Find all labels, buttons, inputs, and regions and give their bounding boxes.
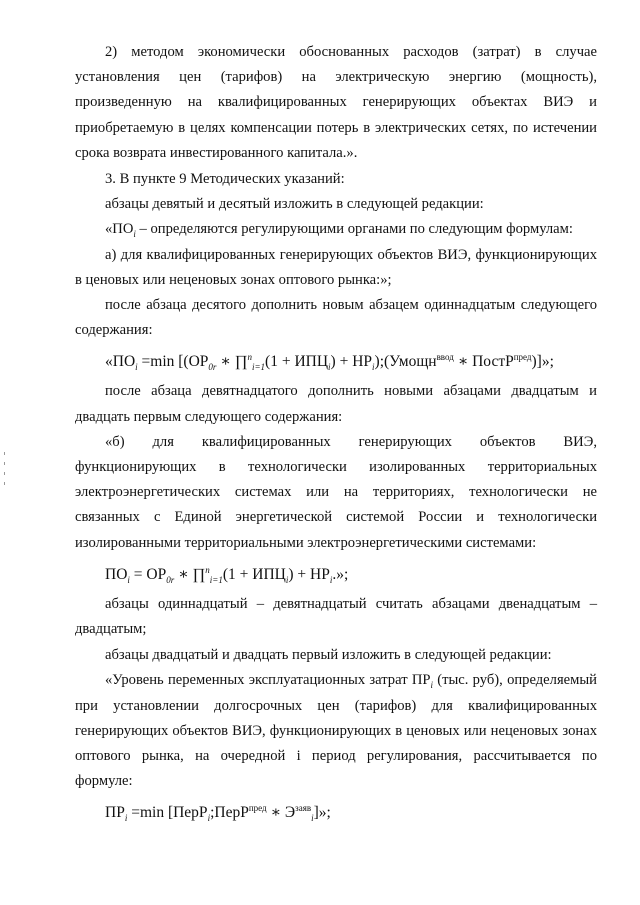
formula-subscript: i=1 <box>251 362 266 373</box>
paragraph-level-costs <box>75 668 597 794</box>
formula-2 <box>75 560 597 590</box>
paragraph-point-3 <box>75 167 597 192</box>
formula-text: ]»; <box>313 804 331 822</box>
formula-superscript: ввод <box>436 352 454 363</box>
paragraph-text: (тыс. руб), определяемый при установлении долгосрочных цен (тарифов) для квалифицированных генерирующих объектов ВИЭ, функционирующих в ценовых или неценовых зонах оптового рынка, на очередной i период регулирования, рассчитывается по формуле: <box>75 672 597 790</box>
formula-text: ∗ Э <box>266 804 296 822</box>
formula-text: (1 + ИПЦ <box>222 565 286 583</box>
paragraph-item-b <box>75 430 597 556</box>
paragraph-edit-20-21 <box>75 643 597 668</box>
formula-text: (1 + ИПЦ <box>265 353 329 371</box>
formula-superscript: n <box>205 564 210 575</box>
paragraph-item-a <box>75 243 597 293</box>
formula-text: «ПО <box>105 353 136 371</box>
formula-1 <box>75 347 597 377</box>
scan-mark <box>4 482 5 485</box>
scan-mark <box>4 452 5 455</box>
paragraph-po-definition <box>75 217 597 242</box>
formula-subscript: i <box>207 813 211 824</box>
formula-subscript: i=1 <box>209 574 223 585</box>
scan-mark <box>4 472 5 475</box>
formula-text: ) + НР <box>330 353 373 371</box>
paragraph-add-twentieth <box>75 379 597 429</box>
paragraph-text: 3. В пункте 9 Методических указаний: <box>105 171 345 188</box>
paragraph-add-eleventh <box>75 293 597 343</box>
formula-subscript: 0r <box>208 362 217 373</box>
formula-text: ) + НР <box>288 565 330 583</box>
formula-text: );(Умощн <box>374 353 437 371</box>
paragraph-text: после абзаца десятого дополнить новым абзацем одиннадцатым следующего содержания: <box>75 297 597 339</box>
po-symbol: «ПО <box>105 221 134 238</box>
po-subscript: i <box>133 229 136 240</box>
paragraph-text: «Уровень переменных эксплуатационных затрат ПР <box>105 672 431 689</box>
paragraph-text: 2) методом экономически обоснованных расходов (затрат) в случае установления цен (тарифов) на электрическую энергию (мощность), произведенную на квалифицированных генерирующих объектах ВИЭ и приобретаемую в целях компенсации потерь в электрических сетях, по истечении срока возврата инвестированного капитала.». <box>75 44 597 161</box>
formula-subscript: i <box>135 362 138 373</box>
paragraph-text: а) для квалифицированных генерирующих объектов ВИЭ, функционирующих в ценовых или неценовых зонах оптового рынка:»; <box>75 246 597 288</box>
formula-subscript: i <box>329 574 333 585</box>
formula-superscript: n <box>247 352 252 363</box>
formula-subscript: i <box>372 362 375 373</box>
paragraph-text: «б) для квалифицированных генерирующих объектов ВИЭ, функционирующих в технологически изолированных территориальных электроэнергетических системах или на территориях, технологически не связанных с Единой энергетической системой России и технологически изолированными территориальными электроэнергетическими системами: <box>75 433 597 551</box>
paragraph-item-2 <box>75 40 597 166</box>
formula-text: =min [(ОР <box>137 353 209 371</box>
pr-subscript: i <box>430 680 433 691</box>
formula-superscript: пред <box>248 803 267 814</box>
paragraph-text: абзацы девятый и десятый изложить в следующей редакции: <box>105 196 484 213</box>
paragraph-text: после абзаца девятнадцатого дополнить новыми абзацами двадцатым и двадцать первым следующего содержания: <box>75 383 597 425</box>
formula-superscript: заяв <box>295 803 312 814</box>
formula-subscript: i <box>328 362 331 373</box>
paragraph-abzatsy <box>75 192 597 217</box>
scan-edge-marks <box>4 452 6 492</box>
document-page <box>75 40 597 828</box>
formula-text: ПО <box>105 565 128 583</box>
paragraph-text: абзацы одиннадцатый – девятнадцатый считать абзацами двенадцатым – двадцатым; <box>75 595 597 638</box>
formula-subscript: 0r <box>166 574 175 585</box>
formula-text: ∗ ∏ <box>216 353 248 371</box>
formula-3 <box>75 798 597 828</box>
formula-text: = ОР <box>129 565 167 583</box>
formula-subscript: i <box>127 574 130 585</box>
formula-text: ;ПерР <box>210 804 249 822</box>
formula-text: ∗ ПостР <box>453 353 514 371</box>
paragraph-text: – определяются регулирующими органами по следующим формулам: <box>135 221 573 238</box>
paragraph-text: абзацы двадцатый и двадцать первый изложить в следующей редакции: <box>105 647 552 664</box>
formula-subscript: i <box>285 574 289 585</box>
formula-text: )]»; <box>531 353 554 371</box>
formula-text: .»; <box>332 565 349 583</box>
paragraph-renumber <box>75 592 597 642</box>
formula-subscript: i <box>124 813 128 824</box>
formula-text: =min [ПерР <box>127 804 208 822</box>
scan-mark <box>4 462 5 465</box>
formula-subscript: i <box>311 813 314 824</box>
formula-text: ∗ ∏ <box>174 565 206 583</box>
formula-text: ПР <box>105 804 125 822</box>
formula-superscript: пред <box>513 352 532 363</box>
